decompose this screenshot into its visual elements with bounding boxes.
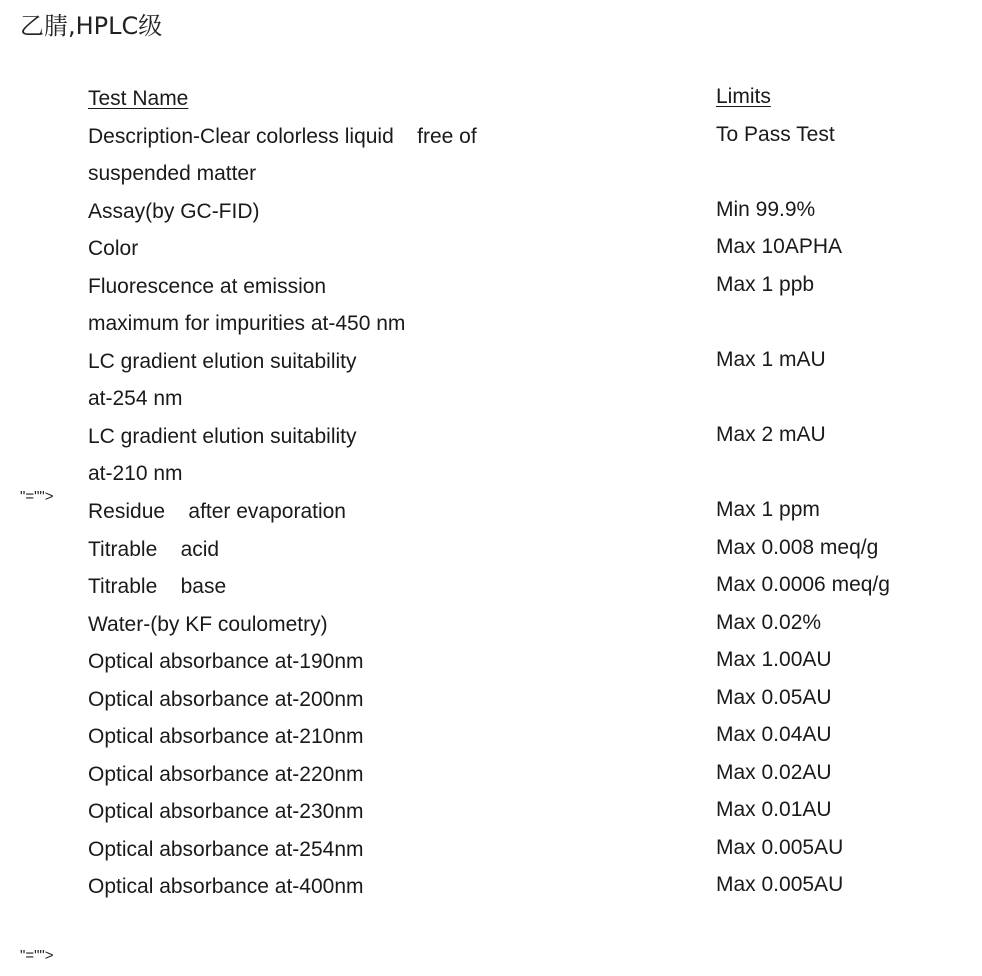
test-name-cell: LC gradient elution suitability	[88, 349, 357, 373]
test-name-cell: Description-Clear colorless liquid free of	[88, 124, 477, 148]
table-row	[88, 758, 958, 796]
table-row	[88, 645, 958, 683]
table-row	[88, 345, 958, 383]
test-name-cell: Titrable acid	[88, 537, 220, 561]
test-name-cell: Optical absorbance at-220nm	[88, 762, 364, 786]
limit-cell: Max 0.01AU	[716, 798, 832, 822]
limit-cell: Min 99.9%	[716, 197, 816, 221]
test-name-cell: at-210 nm	[88, 462, 183, 486]
table-row	[88, 495, 958, 533]
limit-cell: Max 0.02%	[716, 610, 822, 634]
limit-cell: Max 10APHA	[716, 235, 843, 259]
limit-cell: Max 0.0006 meq/g	[716, 573, 890, 597]
table-row	[88, 570, 958, 608]
table-row	[88, 420, 958, 458]
table-row	[88, 382, 958, 420]
test-name-cell: Water-(by KF coulometry)	[88, 612, 328, 636]
limit-cell: Max 0.04AU	[716, 723, 832, 747]
spec-table-header	[88, 82, 958, 120]
stray-markup-text: "="">	[20, 947, 54, 964]
limit-cell: Max 1 mAU	[716, 347, 826, 371]
spec-table-body	[88, 120, 958, 908]
table-row	[88, 533, 958, 571]
test-name-header: Test Name	[88, 87, 189, 110]
table-row	[88, 720, 958, 758]
test-name-cell: Optical absorbance at-210nm	[88, 725, 364, 749]
table-row	[88, 120, 958, 158]
limit-cell: Max 0.02AU	[716, 760, 832, 784]
table-row	[88, 195, 958, 233]
test-name-cell: LC gradient elution suitability	[88, 424, 357, 448]
test-name-cell: suspended matter	[88, 162, 257, 186]
test-name-cell: Assay(by GC-FID)	[88, 199, 260, 223]
table-row	[88, 870, 958, 908]
table-row	[88, 457, 958, 495]
test-name-cell: Optical absorbance at-400nm	[88, 875, 364, 899]
spec-table	[88, 82, 958, 908]
stray-markup-text: "="">	[20, 488, 54, 505]
test-name-cell: Color	[88, 237, 139, 261]
table-row	[88, 232, 958, 270]
table-row	[88, 157, 958, 195]
limit-cell: Max 0.05AU	[716, 685, 832, 709]
limit-cell: Max 0.005AU	[716, 873, 844, 897]
test-name-cell: Residue after evaporation	[88, 500, 346, 524]
limit-cell: Max 1 ppm	[716, 498, 820, 522]
table-row	[88, 270, 958, 308]
limit-cell: Max 1 ppb	[716, 272, 815, 296]
test-name-cell: Optical absorbance at-200nm	[88, 687, 364, 711]
limit-cell: Max 2 mAU	[716, 422, 826, 446]
limit-cell: Max 0.008 meq/g	[716, 535, 879, 559]
test-name-cell: Optical absorbance at-254nm	[88, 837, 364, 861]
limits-header: Limits	[716, 85, 771, 108]
limit-cell: Max 0.005AU	[716, 835, 844, 859]
limit-cell: Max 1.00AU	[716, 648, 832, 672]
test-name-cell: Optical absorbance at-230nm	[88, 800, 364, 824]
table-row	[88, 833, 958, 871]
page-title: 乙腈,HPLC级	[20, 12, 163, 40]
table-row	[88, 683, 958, 721]
test-name-cell: Optical absorbance at-190nm	[88, 650, 364, 674]
limit-cell: To Pass Test	[716, 122, 835, 146]
table-row	[88, 608, 958, 646]
test-name-cell: maximum for impurities at-450 nm	[88, 312, 406, 336]
table-row	[88, 795, 958, 833]
test-name-cell: Titrable base	[88, 575, 227, 599]
table-row	[88, 307, 958, 345]
test-name-cell: at-254 nm	[88, 387, 183, 411]
test-name-cell: Fluorescence at emission	[88, 274, 327, 298]
